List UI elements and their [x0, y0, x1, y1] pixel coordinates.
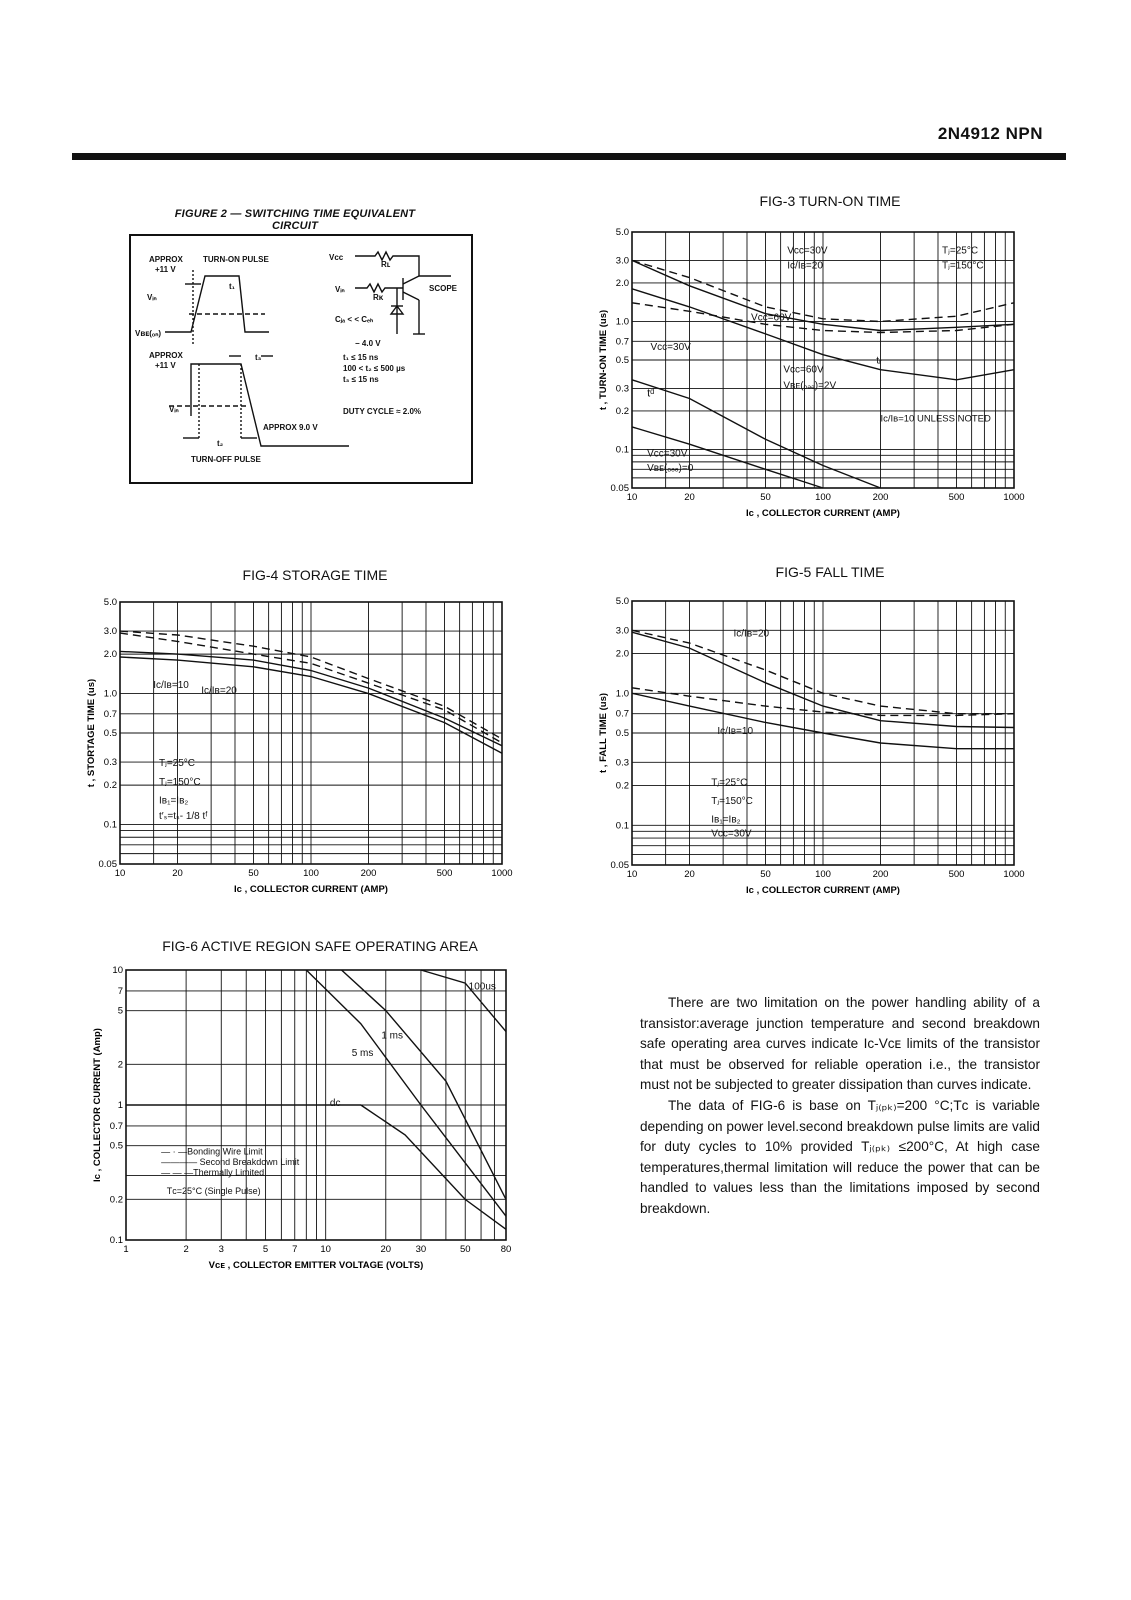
header-rule: [72, 153, 1066, 160]
y-tick-label: 3.0: [615, 625, 629, 637]
x-axis-label: Vᴄᴇ , COLLECTOR EMITTER VOLTAGE (VOLTS): [208, 1260, 424, 1271]
annotation-leg4: Tᴄ=25°C (Single Pulse): [166, 1185, 261, 1196]
annotation-t100us: 100us: [468, 981, 496, 993]
x-tick-label: 200: [872, 492, 889, 503]
y-tick-label: 3.0: [103, 626, 117, 638]
fig2-title: FIGURE 2 — SWITCHING TIME EQUIVALENT CIRCUIT: [174, 208, 416, 232]
fig3-chart: [586, 224, 1036, 534]
x-tick-label: 20: [172, 868, 183, 879]
y-tick-label: 0.05: [610, 860, 629, 871]
x-tick-label: 100: [815, 869, 831, 880]
y-tick-label: 2.0: [615, 648, 629, 660]
annotation-tr: tᵣ: [876, 355, 882, 367]
fig2-circuit: [129, 234, 473, 484]
x-tick-label: 500: [436, 868, 453, 879]
annotation-icib10: Iᴄ/Iʙ=10: [717, 726, 754, 738]
y-axis-label: t , FALL TIME (us): [598, 692, 609, 774]
y-tick-label: 0.2: [109, 1194, 123, 1206]
annotation-vcc30c: Vᴄᴄ=30V: [647, 448, 688, 460]
annotation-vcc30b: Vᴄᴄ=30V: [650, 341, 691, 353]
y-tick-label: 0.5: [615, 355, 629, 366]
x-tick-label: 50: [459, 1244, 471, 1255]
y-tick-label: 3.0: [615, 255, 629, 267]
x-tick-label: 500: [948, 869, 965, 880]
y-tick-label: 0.05: [610, 483, 629, 494]
fig6-chart: [74, 962, 524, 1292]
fig2-11v-a: +11 V: [155, 265, 176, 274]
fig2-approx-b: APPROX: [149, 351, 183, 360]
x-tick-label: 50: [248, 868, 259, 879]
y-tick-label: 0.1: [103, 819, 117, 831]
fig2-rk: Rᴋ: [373, 293, 384, 302]
y-tick-label: 0.5: [103, 728, 117, 739]
fig2-cond2: 100 < t₂ ≤ 500 µs: [343, 364, 406, 373]
y-tick-label: 0.1: [615, 820, 629, 832]
x-tick-label: 200: [360, 868, 377, 879]
x-axis-label: Iᴄ , COLLECTOR CURRENT (AMP): [234, 884, 388, 895]
annotation-leg1: — · —Bonding Wire Limit: [161, 1146, 263, 1157]
x-tick-label: 50: [760, 869, 771, 880]
annotation-leg25: Tⱼ=25°C: [942, 245, 979, 257]
annotation-leg3: — — —Thermally Limited: [161, 1167, 265, 1178]
x-axis-label: Iᴄ , COLLECTOR CURRENT (AMP): [746, 885, 900, 896]
x-tick-label: 500: [948, 492, 965, 503]
fig2-approx-a: APPROX: [149, 255, 183, 264]
y-tick-label: 5: [117, 1005, 123, 1017]
y-tick-label: 0.7: [103, 708, 117, 720]
y-axis-label: t , TURN-ON TIME (us): [598, 309, 609, 411]
y-tick-label: 0.2: [615, 405, 629, 417]
fig5-chart: [586, 595, 1036, 905]
paragraph-2: The data of FIG-6 is base on Tⱼ₍ₚₖ₎=200 °C;Tᴄ is variable depending on power level.second breakdown pulse limits are valid for duty cycles to 10% provided Tⱼ₍ₚₖ₎ ≤200°C, At high case temperatures,thermal limitation will reduce the power that can be handled to values less than the limitations imposed by second breakdown.: [640, 1097, 1040, 1216]
y-tick-label: 0.7: [615, 336, 629, 348]
annotation-t1ms: 1 ms: [381, 1030, 404, 1042]
fig3-title: FIG-3 TURN-ON TIME: [759, 193, 901, 209]
annotation-vbeoff0: Vʙᴇ(ₒₔₔ)=0: [647, 462, 694, 474]
x-tick-label: 100: [815, 492, 831, 503]
annotation-ib: Iʙ₁=Iʙ₂: [711, 814, 741, 826]
fig2-minus4v: − 4.0 V: [355, 339, 381, 348]
annotation-ts: t′ₛ=tₛ- 1/8 tᶠ: [158, 811, 208, 823]
fig4-title: FIG-4 STORAGE TIME: [242, 567, 388, 583]
y-tick-label: 0.3: [103, 757, 117, 769]
fig2-11v-b: +11 V: [155, 361, 176, 370]
x-tick-label: 10: [320, 1244, 331, 1255]
fig2-scope: SCOPE: [429, 284, 458, 293]
x-tick-label: 30: [415, 1244, 427, 1255]
annotation-vbeoff2: Vʙᴇ(ₒₔₔ)=2V: [783, 380, 837, 392]
annotation-td: tᵈ: [647, 387, 655, 400]
fig2-turn-off-pulse: TURN-OFF PULSE: [191, 455, 261, 464]
x-tick-label: 1: [123, 1244, 129, 1255]
part-number: 2N4912 NPN: [937, 124, 1043, 143]
annotation-t5ms: 5 ms: [351, 1048, 374, 1060]
fig2-vbe-on: Vʙᴇ(ₒₙ): [135, 329, 162, 338]
x-tick-label: 20: [684, 492, 695, 503]
fig2-cond1: t₁ ≤ 15 ns: [343, 353, 379, 362]
annotation-vcc60b: Vᴄᴄ=60V: [783, 364, 824, 376]
annotation-ib: Iʙ₁=Iʙ₂: [158, 795, 189, 807]
y-tick-label: 10: [112, 965, 123, 976]
fig2-cond3: t₃ ≤ 15 ns: [343, 375, 379, 384]
x-tick-label: 10: [626, 869, 638, 880]
fig5-title: FIG-5 FALL TIME: [775, 564, 885, 580]
fig2-t3: t₃: [255, 353, 262, 362]
x-tick-label: 1000: [1003, 492, 1025, 503]
y-tick-label: 2: [117, 1059, 123, 1071]
fig2-rl: Rʟ: [381, 260, 391, 269]
y-tick-label: 0.1: [615, 444, 629, 456]
fig2-cjd: Cⱼₐ < < Cₑₕ: [335, 315, 374, 324]
y-tick-label: 0.7: [109, 1120, 123, 1132]
y-tick-label: 1.0: [615, 316, 629, 328]
y-tick-label: 0.5: [615, 728, 629, 739]
fig2-t1: t₁: [229, 282, 235, 291]
y-tick-label: 5.0: [615, 596, 629, 607]
annotation-leg150: Tⱼ=150°C: [942, 260, 984, 272]
annotation-vcc30: Vᴄᴄ=30V: [787, 245, 828, 257]
x-tick-label: 10: [114, 868, 126, 879]
x-tick-label: 7: [292, 1244, 298, 1255]
annotation-unless: Iᴄ/Iʙ=10 UNLESS NOTED: [880, 413, 991, 425]
x-tick-label: 20: [380, 1244, 392, 1255]
x-tick-label: 10: [626, 492, 638, 503]
x-tick-label: 20: [684, 869, 695, 880]
y-axis-label: t , STORTAGE TIME (us): [86, 678, 97, 788]
fig2-approx-9v: APPROX 9.0 V: [263, 423, 318, 432]
y-tick-label: 0.1: [109, 1235, 123, 1246]
annotation-leg2: ———— Second Breakdown Limit: [161, 1156, 300, 1167]
y-tick-label: 2.0: [103, 649, 117, 661]
fig4-chart: [74, 596, 524, 906]
annotation-leg150: Tⱼ=150°C: [158, 777, 201, 789]
y-tick-label: 0.7: [615, 708, 629, 720]
x-tick-label: 50: [760, 492, 771, 503]
y-tick-label: 5.0: [103, 597, 117, 608]
y-tick-label: 1.0: [615, 688, 629, 700]
x-tick-label: 1000: [1003, 869, 1025, 880]
annotation-leg25: Tⱼ=25°C: [711, 777, 748, 789]
annotation-icib10: Iᴄ/Iʙ=10: [153, 680, 189, 692]
x-axis-label: Iᴄ , COLLECTOR CURRENT (AMP): [746, 508, 900, 519]
fig2-vcc: Vcc: [329, 253, 344, 262]
series-line: [421, 970, 506, 1032]
x-tick-label: 200: [872, 869, 889, 880]
y-tick-label: 0.05: [98, 859, 117, 870]
x-tick-label: 1000: [491, 868, 513, 879]
x-tick-label: 5: [262, 1244, 269, 1255]
series-line: [306, 970, 506, 1216]
fig2-vin-a: Vᵢₙ: [147, 293, 157, 302]
x-tick-label: 80: [500, 1244, 512, 1255]
y-tick-label: 0.3: [615, 383, 629, 395]
description-text: [640, 993, 1040, 1220]
y-tick-label: 1: [117, 1100, 123, 1111]
fig2-vin-b: Vᵢₙ: [169, 405, 179, 414]
annotation-vcc60: Vᴄᴄ=60V: [751, 312, 792, 324]
y-tick-label: 7: [117, 985, 123, 997]
x-tick-label: 100: [303, 868, 319, 879]
fig2-turn-on-pulse: TURN-ON PULSE: [203, 255, 269, 264]
fig2-duty: DUTY CYCLE ≈ 2.0%: [343, 407, 422, 416]
annotation-vcc: Vᴄᴄ=30V: [711, 828, 752, 840]
y-tick-label: 0.5: [109, 1140, 123, 1152]
fig2-t2: t₂: [217, 439, 224, 448]
annotation-icib20: Iᴄ/Iʙ=20: [733, 628, 770, 640]
annotation-leg25: Tⱼ=25°C: [158, 757, 196, 769]
fig2-vin-c: Vᵢₙ: [335, 285, 345, 294]
x-tick-label: 3: [218, 1244, 224, 1255]
y-tick-label: 2.0: [615, 277, 629, 289]
y-tick-label: 0.2: [615, 780, 629, 792]
annotation-leg150: Tⱼ=150°C: [711, 795, 753, 807]
y-axis-label: Iᴄ , COLLECTOR CURRENT (Amp): [92, 1028, 103, 1182]
y-tick-label: 0.3: [615, 757, 629, 769]
fig6-title: FIG-6 ACTIVE REGION SAFE OPERATING AREA: [162, 938, 478, 954]
annotation-dc: dc: [329, 1098, 341, 1110]
y-tick-label: 1.0: [103, 688, 117, 700]
paragraph-1: There are two limitation on the power handling ability of a transistor:average junction temperature and second breakdown safe operating area curves indicate Iᴄ-Vᴄᴇ limits of the transistor that must be observed for reliable operation i.e., the transistor must not be subjected to greater dissipation than curves indicate.: [640, 995, 1040, 1093]
y-tick-label: 0.2: [103, 780, 117, 792]
x-tick-label: 2: [183, 1244, 189, 1255]
annotation-icib20: Iᴄ/Iʙ=20: [787, 260, 823, 272]
annotation-icib20: Iᴄ/Iʙ=20: [201, 685, 237, 697]
y-tick-label: 5.0: [615, 227, 629, 238]
